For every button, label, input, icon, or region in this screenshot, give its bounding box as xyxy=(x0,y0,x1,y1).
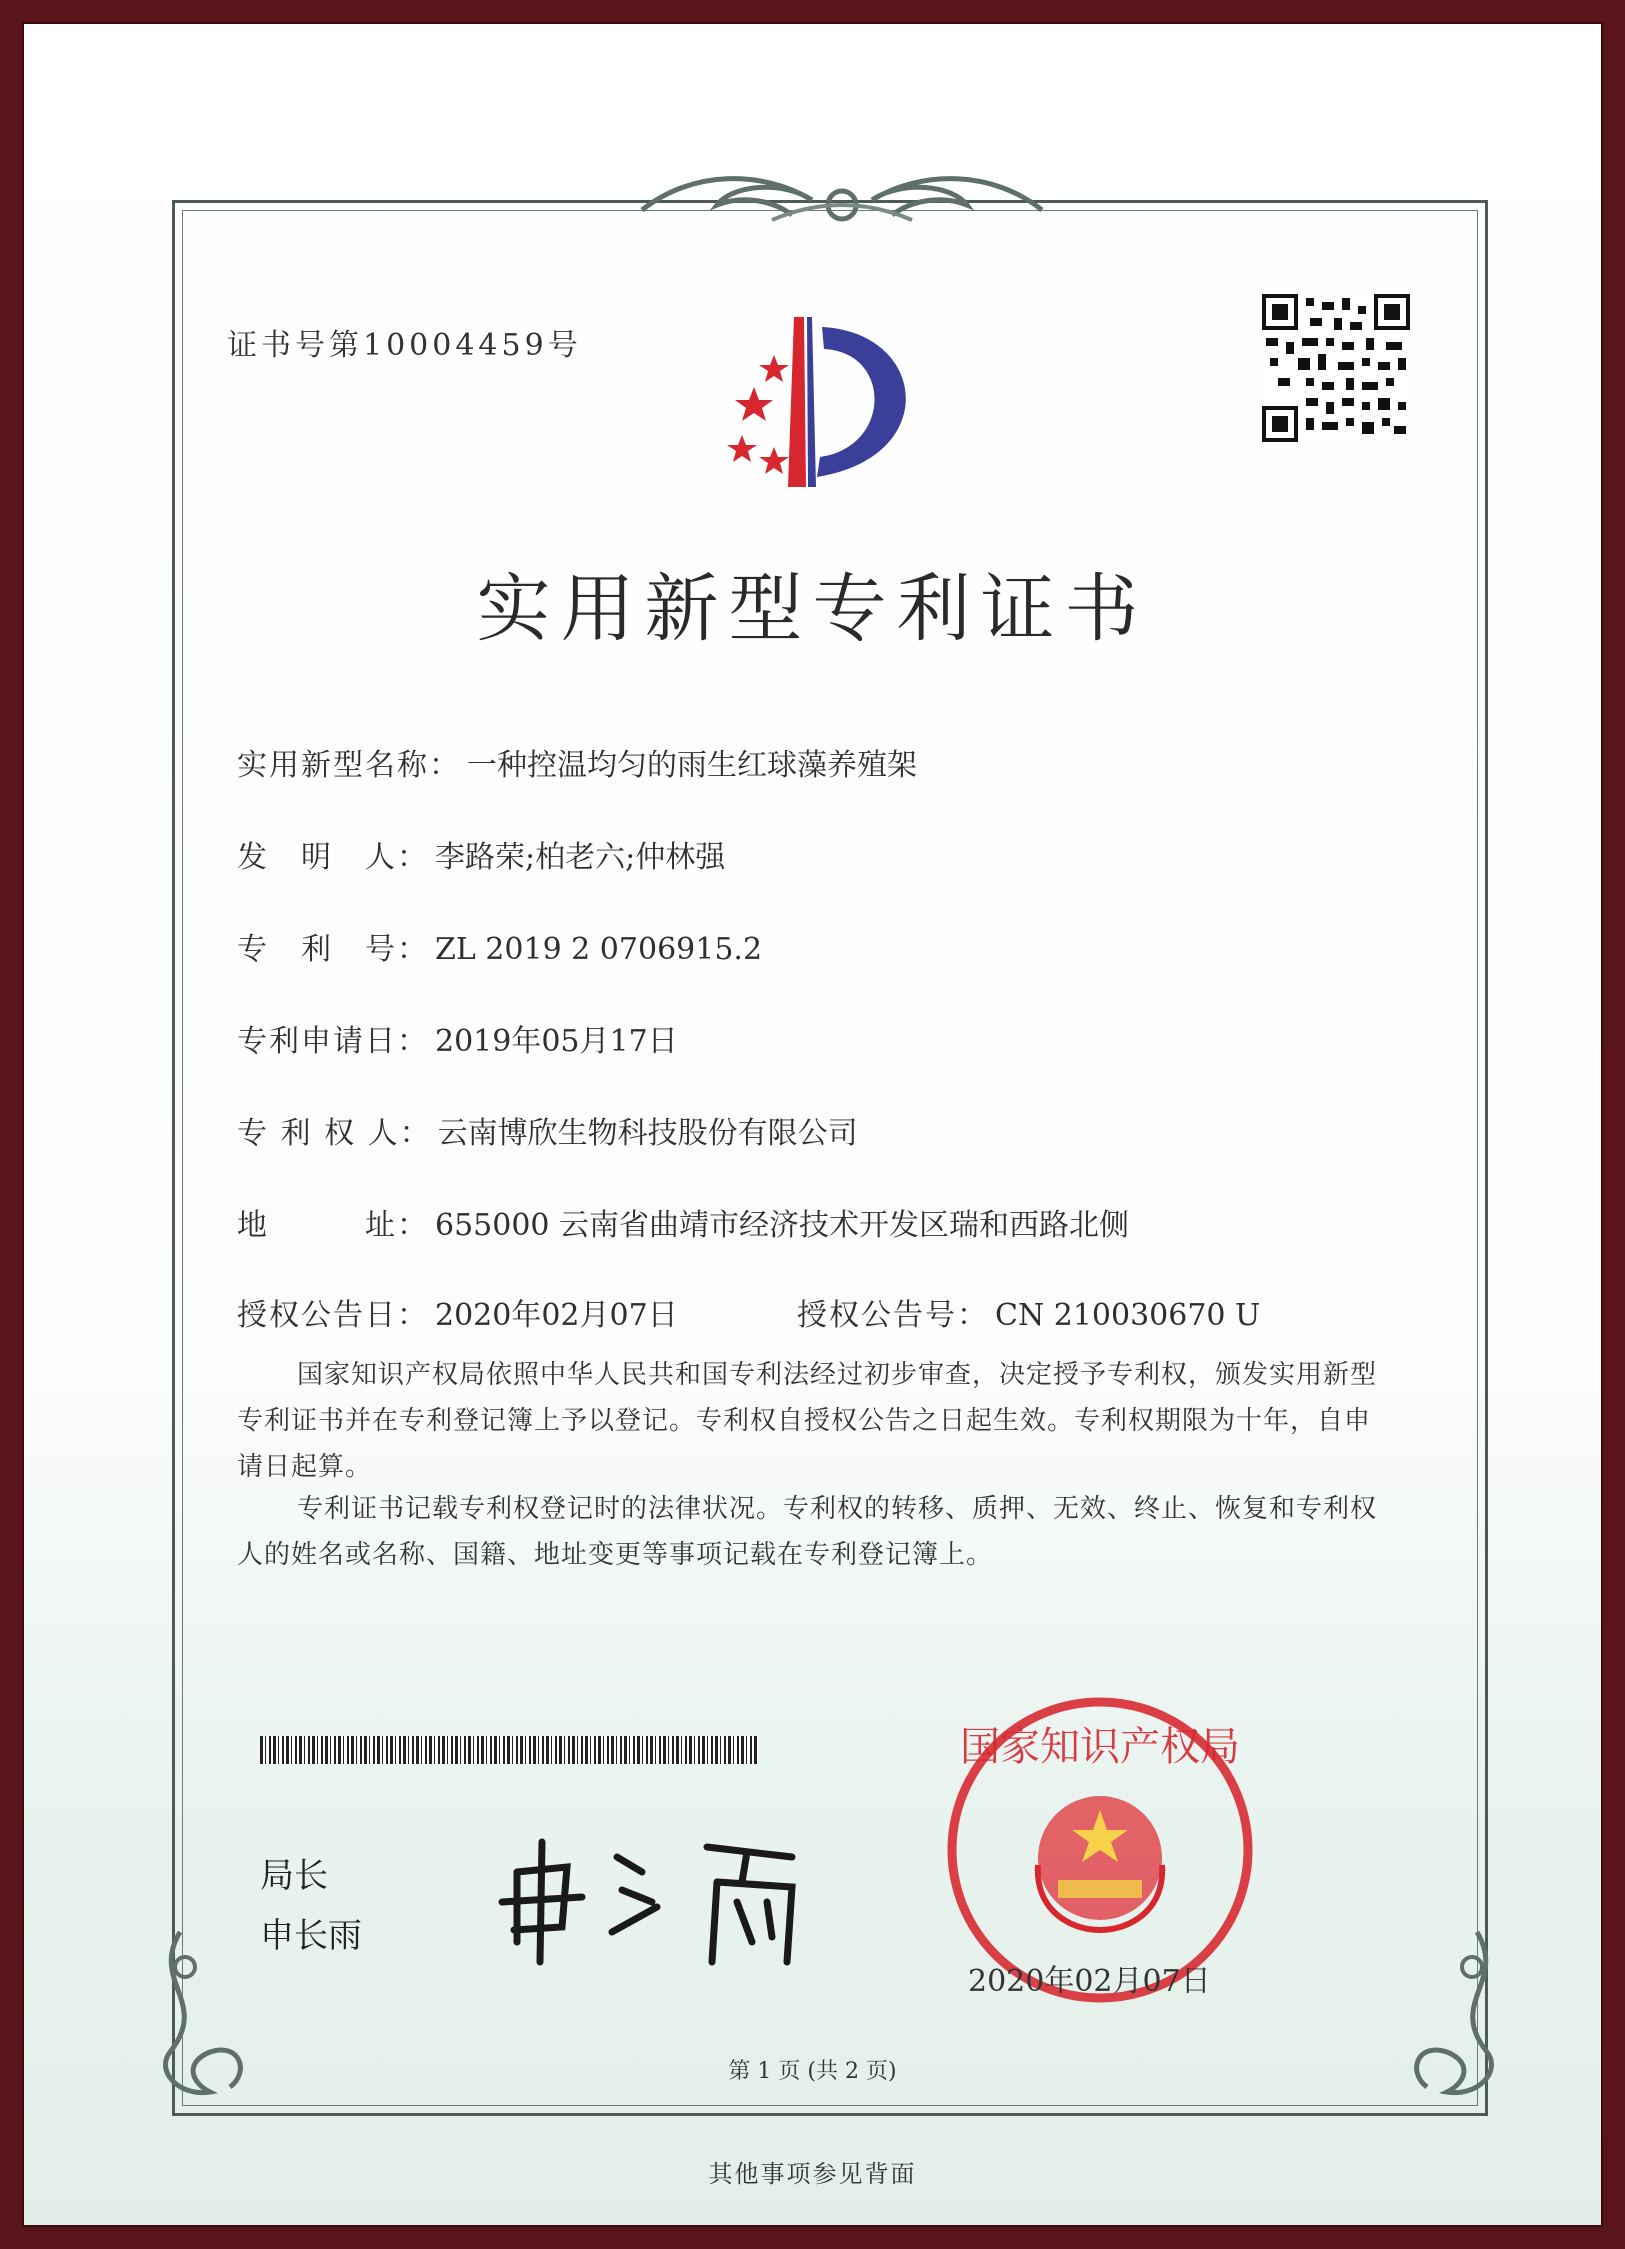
field-grant-date: 授权公告日： 2020年02月07日 xyxy=(237,1298,678,1333)
director-signature-icon xyxy=(492,1812,822,1972)
footnote: 其他事项参见背面 xyxy=(708,2160,917,2188)
field-address: 地 址： 655000 云南省曲靖市经济技术开发区瑞和西路北侧 xyxy=(237,1208,1130,1243)
certificate-title: 实用新型专利证书 xyxy=(476,566,1149,652)
paragraph-legal-status: 专利证书记载专利权登记时的法律状况。专利权的转移、质押、无效、终止、恢复和专利权人的姓名或名称、国籍、地址变更等事项记载在专利登记簿上。 xyxy=(237,1494,1378,1570)
field-inventor: 发 明 人： 李路荣;柏老六;仲林强 xyxy=(237,840,726,875)
certificate-frame xyxy=(22,22,1603,2227)
field-utility-model-name: 实用新型名称： 一种控温均匀的雨生红球藻养殖架 xyxy=(237,748,917,783)
page-info: 第 1 页 (共 2 页) xyxy=(728,2059,897,2084)
field-filing-date: 专利申请日： 2019年05月17日 xyxy=(237,1024,678,1059)
director-title: 局长 xyxy=(260,1856,328,1896)
seal-text: 国家知识产权局 xyxy=(960,1724,1240,1770)
field-patent-number: 专 利 号： ZL 2019 2 0706915.2 xyxy=(237,932,763,967)
top-ornament-icon xyxy=(622,160,1062,240)
field-grant-number: 授权公告号： CN 210030670 U xyxy=(797,1298,1261,1333)
paragraph-grant-statement: 国家知识产权局依照中华人民共和国专利法经过初步审查，决定授予专利权，颁发实用新型专利证书并在专利登记簿上予以登记。专利权自授权公告之日起生效。专利权期限为十年，自申请日起算。 xyxy=(237,1360,1378,1482)
barcode-icon xyxy=(260,1736,758,1764)
director-name: 申长雨 xyxy=(260,1916,362,1956)
qr-code-icon[interactable] xyxy=(1262,294,1410,442)
seal-date: 2020年02月07日 xyxy=(968,1964,1211,1999)
field-patentee: 专 利 权 人： 云南博欣生物科技股份有限公司 xyxy=(237,1116,858,1151)
cnipa-logo-icon xyxy=(712,307,952,507)
certificate-number: 证书号第10004459号 xyxy=(227,328,582,363)
